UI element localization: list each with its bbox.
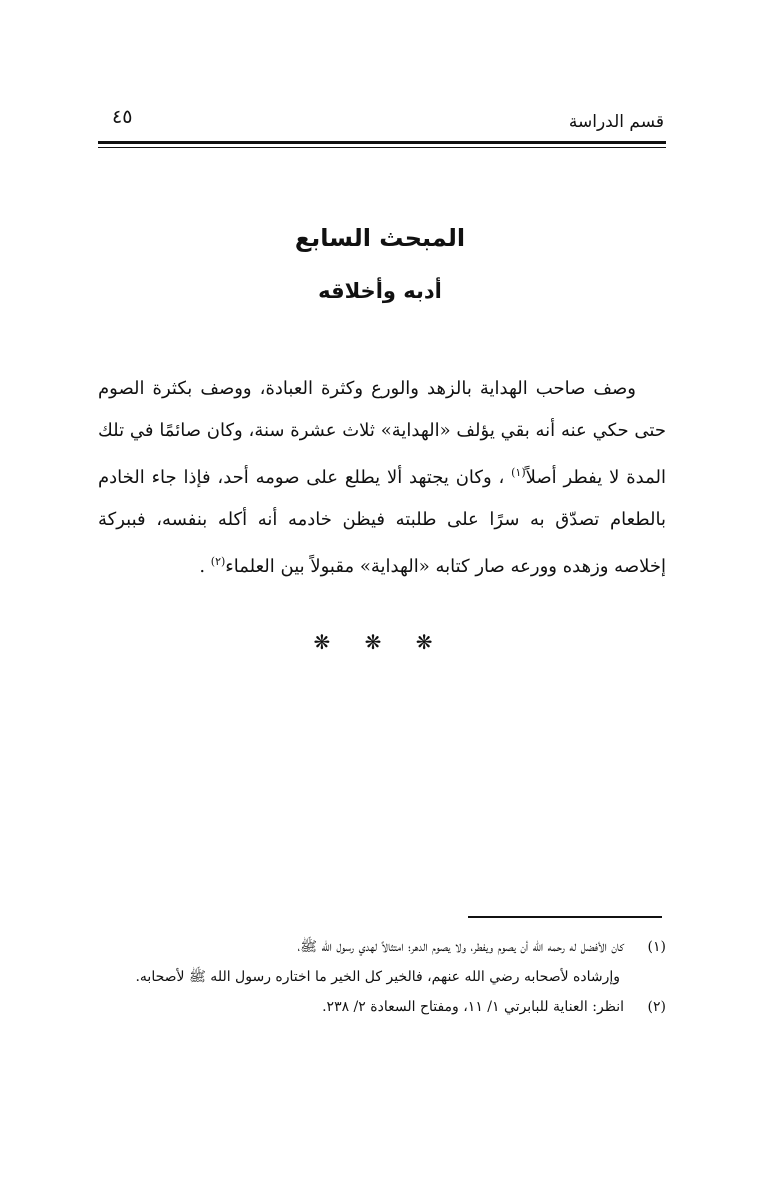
section-title: المبحث السابع — [294, 224, 466, 252]
footnote-2-line1: انظر: العناية للبابرتي ١/ ١١، ومفتاح السعادة ٢/ ٢٣٨. — [322, 999, 624, 1015]
footnotes — [98, 932, 666, 1022]
section-separator: ❋ ❋ ❋ — [313, 630, 447, 654]
header-rule-thin — [98, 147, 666, 148]
paragraph-text-part1: وصف صاحب الهداية بالزهد والورع وكثرة العبادة، ووصف بكثرة الصوم حتى حكي عنه أنه بقي يؤلف «الهداية» ثلاث عشرة سنة، وكان صائمًا في تلك المدة لا يفطر أصلاً — [98, 378, 666, 488]
header-rule-thick — [98, 141, 666, 144]
body-paragraph — [98, 368, 666, 588]
footnote-ref-2: (٢) — [210, 555, 226, 568]
footnote-1 — [98, 932, 666, 962]
paragraph-end: . — [199, 556, 206, 577]
section-subtitle: أدبه وأخلاقه — [318, 279, 442, 303]
paragraph — [98, 368, 666, 588]
paragraph-text-part2: ، وكان يجتهد ألا يطلع على صومه أحد، فإذا جاء الخادم بالطعام تصدّق به سرًا على طلبته فيظن خادمه أنه أكله بنفسه، فببركة إخلاصه وزهده وورعه صار كتابه «الهداية» مقبولاً بين العلماء — [98, 467, 666, 577]
footnote-1-number: (١) — [647, 939, 666, 955]
page-number: ٤٥ — [112, 106, 133, 128]
footnote-1-line1: كان الأفضل له رحمه الله أن يصوم ويفطر، ولا يصوم الدهر؛ امتثالاً لهدي رسول الله ﷺ، — [297, 939, 624, 955]
footnote-2 — [98, 992, 666, 1022]
footnote-rule — [468, 916, 662, 918]
footnote-2-number: (٢) — [647, 999, 666, 1015]
running-title: قسم الدراسة — [568, 112, 664, 132]
footnote-ref-1: (١) — [511, 466, 526, 479]
footnote-1-continuation: وإرشاده لأصحابه رضي الله عنهم، فالخير كل الخير ما اختاره رسول الله ﷺ لأصحابه. — [135, 969, 620, 985]
